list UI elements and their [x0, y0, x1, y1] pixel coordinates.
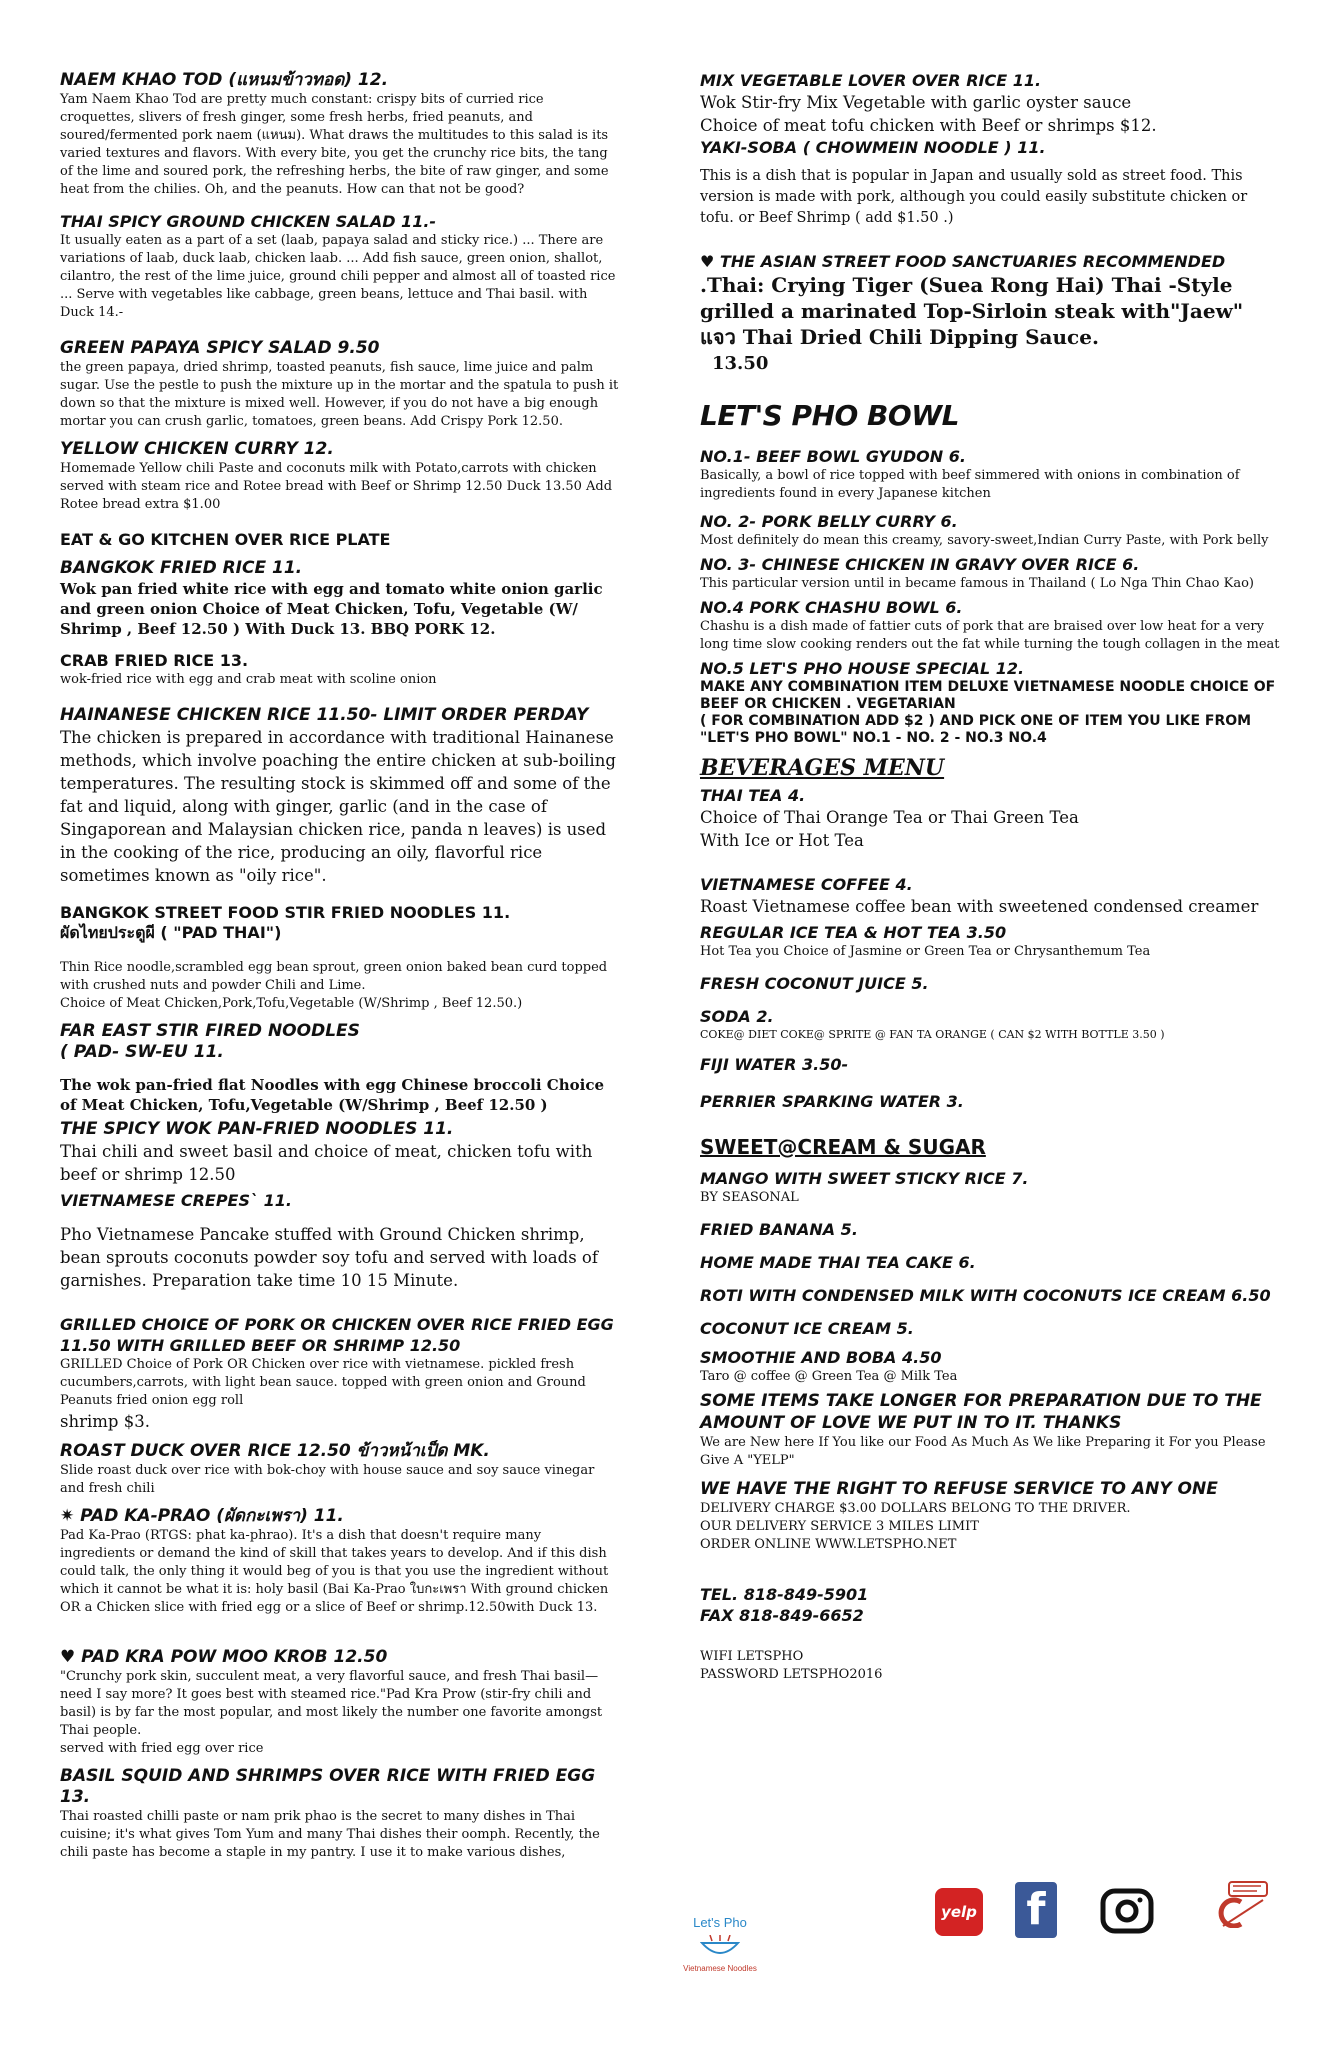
item-title: FRESH COCONUT JUICE 5. — [700, 974, 929, 993]
item-desc: Choice of meat tofu chicken with Beef or shrimps $12. — [700, 116, 1157, 135]
item-title: NAEM KHAO TOD (แหนมข้าวทอด) 12. — [60, 70, 389, 90]
item-title: FIJI WATER 3.50- — [700, 1055, 849, 1074]
item-desc: Thai roasted chilli paste or nam prik phao is the secret to many dishes in Thai cuisine; it's what gives Tom Yum and many Thai dishes their oomph. Recently, the chili paste has become a staple in my pantry. I use it to make various dishes, — [60, 1809, 600, 1860]
item-desc: wok-fried rice with egg and crab meat with scoline onion — [60, 672, 437, 687]
facebook-label: f — [1026, 1884, 1046, 1935]
item-desc: It usually eaten as a part of a set (laab, papaya salad and sticky rice.) ... There are variations of laab, duck laab, chicken laab. ... Add fish sauce, green onion, shallot, cilantro, the rest of the lime juice, ground chili pepper and almost all of toasted rice ... Serve with vegetables like cabbage, green beans, lettuce and Thai basil. with Duck 14.- — [60, 233, 616, 320]
item-desc: served with fried egg over rice — [60, 1741, 264, 1756]
item-desc: Wok pan fried white rice with egg and tomato white onion garlic and green onion Choice of Meat Chicken, Tofu, Vegetable (W/ Shrimp , Beef 12.50 ) With Duck 13. BBQ PORK 12. — [60, 580, 603, 638]
item-title: VIETNAMESE CREPES` 11. — [60, 1191, 292, 1210]
chef-icon — [1215, 1880, 1271, 1928]
item-title: NO.5 LET'S PHO HOUSE SPECIAL 12. — [700, 659, 1025, 678]
item-title: NO.1- BEEF BOWL GYUDON 6. — [700, 447, 966, 466]
notice-text: WE HAVE THE RIGHT TO REFUSE SERVICE TO ANY ONE — [700, 1479, 1218, 1499]
item-desc: shrimp $3. — [60, 1412, 150, 1431]
item-title: PERRIER SPARKING WATER 3. — [700, 1092, 964, 1111]
logo-subtitle: Vietnamese Noodles — [683, 1964, 757, 1973]
item-title: COCONUT ICE CREAM 5. — [700, 1319, 914, 1338]
item-title: ♥ PAD KRA POW MOO KROB 12.50 — [60, 1647, 388, 1667]
item-title: FAR EAST STIR FIRED NOODLES — [60, 1021, 360, 1041]
item-desc: ( FOR COMBINATION ADD $2 ) AND PICK ONE OF ITEM YOU LIKE FROM "LET'S PHO BOWL" NO.1 - NO. 2 - NO.3 NO.4 — [700, 713, 1252, 746]
item-desc: This is a dish that is popular in Japan and usually sold as street food. This version is made with pork, although you could easily substitute chicken or tofu. or Beef Shrimp ( add $1.50 .) — [700, 168, 1248, 226]
yelp-icon[interactable] — [935, 1888, 983, 1936]
item-desc: Roast Vietnamese coffee bean with sweetened condensed creamer — [700, 897, 1259, 916]
fax: FAX 818-849-6652 — [700, 1606, 864, 1625]
section-header: ♥ THE ASIAN STREET FOOD SANCTUARIES RECOMMENDED — [700, 252, 1226, 271]
delivery-info: OUR DELIVERY SERVICE 3 MILES LIMIT — [700, 1519, 979, 1534]
item-desc: Yam Naem Khao Tod are pretty much constant: crispy bits of curried rice croquettes, slivers of fresh ginger, some fresh herbs, fried peanuts, and soured/fermented pork naem (แหนม). What draws the multitudes to this salad is its varied textures and flavors. With every bite, you get the crunchy rice bits, the tang of the lime and soured pork, the refreshing herbs, the bite of raw ginger, and some heat from the chilies. Oh, and the peanuts. How can that not be good? — [60, 92, 609, 197]
item-desc: the green papaya, dried shrimp, toasted peanuts, fish sauce, lime juice and palm sugar. Use the pestle to push the mixture up in the mortar and the spatula to push it down so that the mixture is mixed well. However, if you do not have a big enough mortar you can crush garlic, tomatoes, green beans. Add Crispy Pork 12.50. — [60, 360, 619, 429]
item-desc: Taro @ coffee @ Green Tea @ Milk Tea — [700, 1369, 958, 1384]
phone: TEL. 818-849-5901 — [700, 1585, 869, 1604]
item-desc: The wok pan-fried flat Noodles with egg Chinese broccoli Choice of Meat Chicken, Tofu,Vegetable (W/Shrimp , Beef 12.50 ) — [60, 1076, 605, 1114]
item-title: ✷ PAD KA-PRAO (ผัดกะเพรา) 11. — [60, 1506, 344, 1526]
item-title: HAINANESE CHICKEN RICE 11.50- LIMIT ORDER PERDAY — [60, 705, 589, 725]
item-desc: Thai chili and sweet basil and choice of meat, chicken tofu with beef or shrimp 12.50 — [60, 1142, 593, 1184]
item-desc: MAKE ANY COMBINATION ITEM DELUXE VIETNAMESE NOODLE CHOICE OF BEEF OR CHICKEN . VEGETARIAN — [700, 679, 1276, 712]
item-desc: With Ice or Hot Tea — [700, 831, 864, 850]
item-title-thai: ผัดไทยประตูผี ( "PAD THAI") — [60, 923, 282, 942]
item-title: BANGKOK STREET FOOD STIR FRIED NOODLES 11. — [60, 903, 511, 922]
item-title: ROAST DUCK OVER RICE 12.50 ข้าวหน้าเป็ด MK. — [60, 1441, 490, 1461]
item-title: BANGKOK FRIED RICE 11. — [60, 558, 303, 578]
logo-name: Let's Pho — [693, 1915, 747, 1930]
item-desc: .Thai: Crying Tiger (Suea Rong Hai) Thai -Style grilled a marinated Top-Sirloin steak with"Jaew" แจว Thai Dried Chili Dipping Sauce. — [700, 273, 1244, 349]
item-title: FRIED BANANA 5. — [700, 1220, 858, 1239]
right-column — [700, 70, 1285, 1684]
item-title: YELLOW CHICKEN CURRY 12. — [60, 439, 334, 459]
facebook-icon[interactable] — [1015, 1882, 1057, 1938]
item-desc: "Crunchy pork skin, succulent meat, a very flavorful sauce, and fresh Thai basil—need I say more? It goes best with steamed rice."Pad Kra Prow (stir-fry chili and basil) is by far the most popular, and most likely the number one favorite amongst Thai people. — [60, 1669, 603, 1738]
delivery-info: ORDER ONLINE WWW.LETSPHO.NET — [700, 1537, 957, 1552]
item-title: THAI SPICY GROUND CHICKEN SALAD 11.- — [60, 212, 437, 231]
item-price: 13.50 — [712, 353, 769, 374]
item-desc: Choice of Thai Orange Tea or Thai Green Tea — [700, 808, 1079, 827]
item-title: ( PAD- SW-EU 11. — [60, 1042, 224, 1062]
item-title: NO. 3- CHINESE CHICKEN IN GRAVY OVER RICE 6. — [700, 555, 1140, 574]
lets-pho-logo — [670, 1915, 770, 1995]
item-desc: This particular version until in became famous in Thailand ( Lo Nga Thin Chao Kao) — [700, 576, 1254, 591]
item-desc: Basically, a bowl of rice topped with beef simmered with onions in combination of ingredients found in every Japanese kitchen — [700, 468, 1240, 501]
item-title: REGULAR ICE TEA & HOT TEA 3.50 — [700, 923, 1007, 942]
item-desc: Wok Stir-fry Mix Vegetable with garlic oyster sauce — [700, 93, 1132, 112]
item-desc: GRILLED Choice of Pork OR Chicken over rice with vietnamese. pickled fresh cucumbers,carrots, with light bean sauce. topped with green onion and Ground Peanuts fried onion egg roll — [60, 1357, 586, 1408]
item-desc: The chicken is prepared in accordance with traditional Hainanese methods, which involve poaching the entire chicken at sub-boiling temperatures. The resulting stock is skimmed off and some of the fat and liquid, along with ginger, garlic (and in the case of Singaporean and Malaysian chicken rice, panda n leaves) is used in the cooking of the rice, producing an oily, flavorful rice sometimes known as "oily rice". — [60, 728, 616, 885]
item-desc: BY SEASONAL — [700, 1190, 799, 1205]
notice-text: SOME ITEMS TAKE LONGER FOR PREPARATION DUE TO THE AMOUNT OF LOVE WE PUT IN TO IT. THANKS — [700, 1391, 1262, 1433]
item-title: CRAB FRIED RICE 13. — [60, 651, 249, 670]
item-desc: Hot Tea you Choice of Jasmine or Green Tea or Chrysanthemum Tea — [700, 944, 1151, 959]
item-title: ROTI WITH CONDENSED MILK WITH COCONUTS ICE CREAM 6.50 — [700, 1286, 1271, 1305]
item-desc: Pad Ka-Prao (RTGS: phat ka-phrao). It's a dish that doesn't require many ingredients or demand the kind of skill that takes years to develop. And if this dish could talk, the only thing it would beg of you is that you use the ingredient without which it cannot be what it is: holy basil (Bai Ka-Prao ใบกะเพรา With ground chicken OR a Chicken slice with fried egg or a slice of Beef or shrimp.12.50with Duck 13. — [60, 1528, 609, 1615]
item-desc: Chashu is a dish made of fattier cuts of pork that are braised over low heat for a very long time slow cooking renders out the fat while turning the tough collagen in the meat — [700, 619, 1280, 652]
item-desc: Thin Rice noodle,scrambled egg bean sprout, green onion baked bean curd topped with crushed nuts and powder Chili and Lime. — [60, 960, 608, 993]
item-title: HOME MADE THAI TEA CAKE 6. — [700, 1253, 976, 1272]
item-desc: COKE@ DIET COKE@ SPRITE @ FAN TA ORANGE ( CAN $2 WITH BOTTLE 3.50 ) — [700, 1028, 1165, 1041]
item-title: GREEN PAPAYA SPICY SALAD 9.50 — [60, 338, 380, 358]
section-header: SWEET@CREAM & SUGAR — [700, 1135, 986, 1159]
item-desc: Homemade Yellow chili Paste and coconuts milk with Potato,carrots with chicken served with steam rice and Rotee bread with Beef or Shrimp 12.50 Duck 13.50 Add Rotee bread extra $1.00 — [60, 461, 613, 512]
section-header: EAT & GO KITCHEN OVER RICE PLATE — [60, 530, 391, 549]
item-desc: Most definitely do mean this creamy, savory-sweet,Indian Curry Paste, with Pork belly — [700, 533, 1269, 548]
notice-desc: We are New here If You like our Food As Much As We like Preparing it For you Please Give A "YELP" — [700, 1435, 1266, 1468]
item-desc: Pho Vietnamese Pancake stuffed with Ground Chicken shrimp, bean sprouts coconuts powder soy tofu and served with loads of garnishes. Preparation take time 10 15 Minute. — [60, 1225, 598, 1290]
yelp-label: yelp — [941, 1903, 977, 1921]
item-desc: Choice of Meat Chicken,Pork,Tofu,Vegetable (W/Shrimp , Beef 12.50.) — [60, 996, 523, 1011]
wifi-name: WIFI LETSPHO — [700, 1649, 804, 1664]
item-title: NO.4 PORK CHASHU BOWL 6. — [700, 598, 963, 617]
section-header: LET'S PHO BOWL — [700, 399, 959, 432]
item-title: GRILLED CHOICE OF PORK OR CHICKEN OVER RICE FRIED EGG 11.50 WITH GRILLED BEEF OR SHRIMP 12.50 — [60, 1315, 614, 1355]
item-title: THAI TEA 4. — [700, 786, 806, 805]
item-title: SODA 2. — [700, 1007, 774, 1026]
item-title: MIX VEGETABLE LOVER OVER RICE 11. — [700, 71, 1042, 90]
item-title: BASIL SQUID AND SHRIMPS OVER RICE WITH FRIED EGG 13. — [60, 1766, 596, 1807]
item-title: YAKI-SOBA ( CHOWMEIN NOODLE ) 11. — [700, 138, 1046, 157]
bowl-icon — [700, 1935, 740, 1961]
item-title: NO. 2- PORK BELLY CURRY 6. — [700, 512, 958, 531]
left-column — [60, 70, 620, 1862]
item-title: SMOOTHIE AND BOBA 4.50 — [700, 1348, 942, 1367]
delivery-info: DELIVERY CHARGE $3.00 DOLLARS BELONG TO THE DRIVER. — [700, 1501, 1131, 1516]
item-title: MANGO WITH SWEET STICKY RICE 7. — [700, 1169, 1029, 1188]
item-desc: Slide roast duck over rice with bok-choy with house sauce and soy sauce vinegar and fresh chili — [60, 1463, 595, 1496]
item-title: VIETNAMESE COFFEE 4. — [700, 875, 913, 894]
wifi-password: PASSWORD LETSPHO2016 — [700, 1667, 883, 1682]
item-title: THE SPICY WOK PAN-FRIED NOODLES 11. — [60, 1119, 454, 1139]
section-header: BEVERAGES MENU — [700, 755, 945, 781]
instagram-icon[interactable] — [1100, 1888, 1154, 1934]
